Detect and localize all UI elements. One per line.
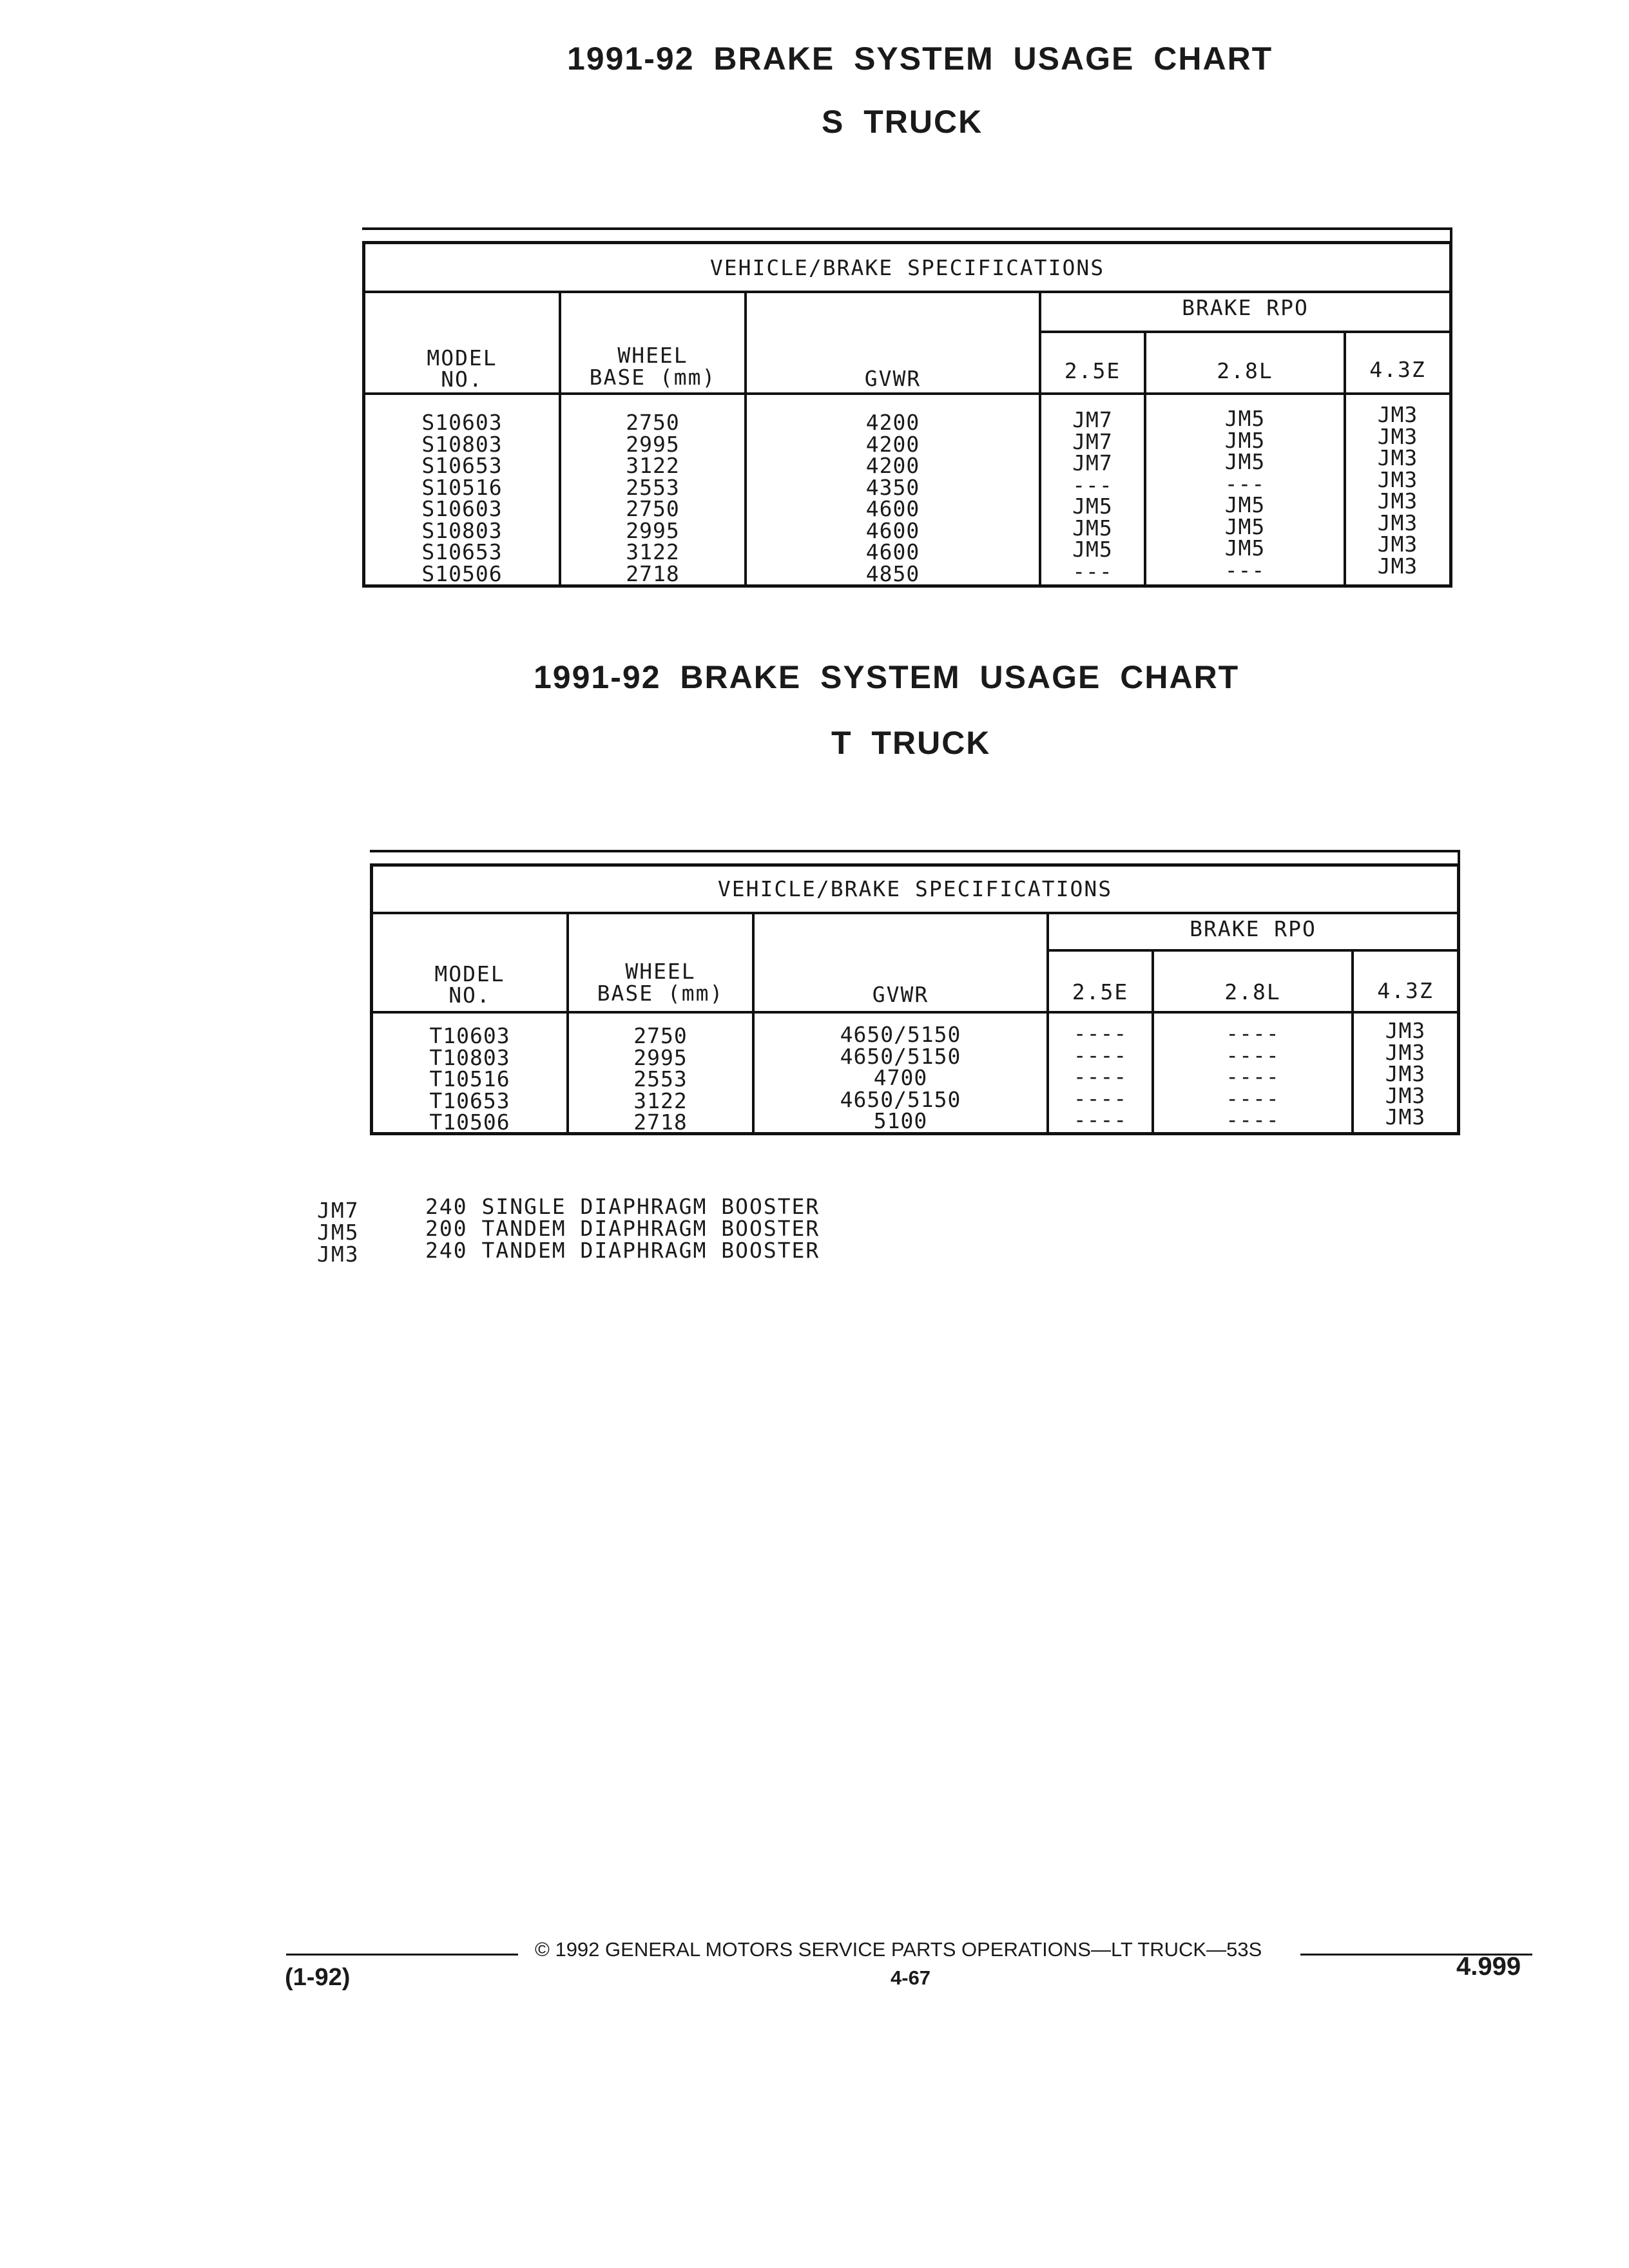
t-cell-z43: JM3 — [1385, 1039, 1426, 1065]
t-spec-table — [370, 863, 1460, 1135]
s-cell-l28: JM5 — [1224, 427, 1266, 453]
t-cell-wb: 2553 — [633, 1066, 688, 1091]
t-cell-model: T10803 — [429, 1044, 510, 1070]
s-cell-z43: JM3 — [1377, 466, 1418, 492]
s-cell-e25: --- — [1072, 558, 1113, 584]
s-cell-l28: --- — [1224, 557, 1266, 582]
s-col-2-5e: 2.5E — [1064, 358, 1121, 383]
t-cell-gvwr: 4650/5150 — [840, 1086, 961, 1112]
t-col-model-l1: MODEL — [434, 961, 505, 986]
s-cell-wb: 2750 — [626, 496, 680, 521]
s-cell-wb: 2750 — [626, 410, 680, 435]
t-cell-e25: ---- — [1073, 1064, 1128, 1089]
footer-section-number: 4.999 — [1456, 1952, 1521, 1981]
t-cell-wb: 3122 — [633, 1088, 688, 1113]
s-cell-l28: --- — [1224, 470, 1266, 496]
t-4-3z-column — [1354, 1020, 1457, 1128]
t-col-wheel-l1: WHEEL — [625, 959, 696, 984]
t-cell-e25: ---- — [1073, 1021, 1128, 1046]
t-chart-title: 1991-92 BRAKE SYSTEM USAGE CHART — [534, 659, 1240, 695]
s-2-5e-column — [1041, 409, 1144, 582]
s-cell-l28: JM5 — [1224, 514, 1266, 539]
s-model-column — [365, 412, 559, 584]
s-cell-e25: JM7 — [1072, 407, 1113, 432]
t-cell-l28: ---- — [1226, 1021, 1280, 1046]
s-cell-wb: 3122 — [626, 539, 680, 564]
s-cell-model: S10803 — [421, 517, 503, 543]
s-cell-e25: JM7 — [1072, 428, 1113, 454]
t-cell-l28: ---- — [1226, 1042, 1280, 1068]
s-cell-gvwr: 4600 — [865, 539, 920, 564]
t-cell-e25: ---- — [1073, 1107, 1128, 1132]
s-cell-gvwr: 4200 — [865, 453, 920, 478]
t-cell-e25: ---- — [1073, 1042, 1128, 1068]
s-4-3z-column — [1346, 404, 1449, 577]
s-cell-l28: JM5 — [1224, 449, 1266, 474]
t-col-wheel-l2: BASE (mm) — [597, 981, 724, 1006]
s-cell-z43: JM3 — [1377, 488, 1418, 514]
t-2-5e-column — [1049, 1023, 1152, 1131]
s-col-model-l2: NO. — [441, 367, 483, 392]
s-cell-gvwr: 4600 — [865, 496, 920, 521]
s-cell-gvwr: 4200 — [865, 410, 920, 435]
s-cell-z43: JM3 — [1377, 423, 1418, 449]
s-gvwr-column — [747, 412, 1039, 584]
s-cell-gvwr: 4850 — [865, 561, 920, 586]
t-col-model-l2: NO. — [448, 983, 491, 1008]
legend-desc: 240 SINGLE DIAPHRAGM BOOSTER — [425, 1194, 820, 1219]
s-cell-wb: 2995 — [626, 517, 680, 543]
s-cell-e25: --- — [1072, 472, 1113, 497]
s-col-2-8l: 2.8L — [1217, 358, 1273, 383]
footer-date: (1-92) — [285, 1964, 351, 1991]
t-2-8l-column — [1154, 1023, 1351, 1131]
t-cell-z43: JM3 — [1385, 1018, 1426, 1043]
t-cell-model: T10516 — [429, 1066, 510, 1091]
s-table-header: VEHICLE/BRAKE SPECIFICATIONS — [709, 255, 1105, 280]
t-cell-model: T10603 — [429, 1023, 510, 1048]
s-cell-wb: 2718 — [626, 561, 680, 586]
s-cell-model: S10506 — [421, 561, 503, 586]
s-cell-model: S10516 — [421, 474, 503, 500]
s-chart-subtitle: S TRUCK — [822, 104, 983, 140]
footer-copyright: © 1992 GENERAL MOTORS SERVICE PARTS OPERATIONS—LT TRUCK—53S — [535, 1938, 1262, 1961]
s-cell-z43: JM3 — [1377, 402, 1418, 427]
t-gvwr-column — [755, 1024, 1046, 1132]
s-col-wheel-l1: WHEEL — [617, 343, 688, 368]
t-cell-gvwr: 4700 — [873, 1065, 928, 1090]
t-chart-subtitle: T TRUCK — [831, 725, 991, 761]
s-cell-model: S10653 — [421, 453, 503, 478]
t-cell-model: T10506 — [429, 1110, 510, 1135]
s-spec-table — [362, 241, 1452, 588]
s-cell-l28: JM5 — [1224, 535, 1266, 561]
t-model-column — [373, 1025, 566, 1133]
s-col-gvwr: GVWR — [864, 366, 921, 391]
t-brake-rpo-header: BRAKE RPO — [1190, 916, 1316, 941]
t-col-2-8l: 2.8L — [1224, 979, 1281, 1004]
t-cell-z43: JM3 — [1385, 1104, 1426, 1129]
t-col-gvwr: GVWR — [872, 982, 929, 1007]
s-cell-model: S10653 — [421, 539, 503, 564]
s-cell-e25: JM7 — [1072, 450, 1113, 476]
footer-rule-left — [286, 1954, 518, 1956]
t-cell-gvwr: 4650/5150 — [840, 1022, 961, 1047]
t-cell-z43: JM3 — [1385, 1082, 1426, 1108]
footer-page-number: 4-67 — [891, 1966, 931, 1989]
t-cell-wb: 2750 — [633, 1023, 688, 1048]
s-cell-model: S10603 — [421, 410, 503, 435]
legend-desc: 240 TANDEM DIAPHRAGM BOOSTER — [425, 1238, 820, 1263]
s-cell-wb: 3122 — [626, 453, 680, 478]
t-cell-l28: ---- — [1226, 1107, 1280, 1132]
s-col-wheel-l2: BASE (mm) — [589, 365, 717, 390]
t-cell-wb: 2718 — [633, 1110, 688, 1135]
legend-code: JM5 — [317, 1220, 360, 1245]
t-cell-e25: ---- — [1073, 1085, 1128, 1111]
legend-code: JM3 — [317, 1242, 360, 1267]
s-brake-rpo-header: BRAKE RPO — [1182, 295, 1309, 320]
t-cell-gvwr: 5100 — [873, 1108, 928, 1133]
s-col-4-3z: 4.3Z — [1369, 357, 1426, 382]
s-cell-z43: JM3 — [1377, 553, 1418, 579]
s-chart-title: 1991-92 BRAKE SYSTEM USAGE CHART — [567, 41, 1273, 77]
s-cell-gvwr: 4350 — [865, 474, 920, 500]
t-cell-l28: ---- — [1226, 1064, 1280, 1089]
t-cell-z43: JM3 — [1385, 1061, 1426, 1086]
s-cell-gvwr: 4600 — [865, 517, 920, 543]
s-cell-wb: 2995 — [626, 431, 680, 457]
t-wheelbase-column — [569, 1025, 752, 1133]
t-cell-gvwr: 4650/5150 — [840, 1043, 961, 1069]
s-cell-model: S10603 — [421, 496, 503, 521]
s-col-model-l1: MODEL — [427, 345, 497, 370]
s-2-8l-column — [1146, 408, 1344, 581]
s-wheelbase-column — [561, 412, 744, 584]
t-cell-model: T10653 — [429, 1088, 510, 1113]
s-cell-z43: JM3 — [1377, 445, 1418, 470]
t-cell-l28: ---- — [1226, 1085, 1280, 1111]
t-col-2-5e: 2.5E — [1072, 979, 1129, 1004]
s-cell-wb: 2553 — [626, 474, 680, 500]
s-cell-e25: JM5 — [1072, 537, 1113, 562]
s-cell-e25: JM5 — [1072, 515, 1113, 541]
legend-desc: 200 TANDEM DIAPHRAGM BOOSTER — [425, 1216, 820, 1241]
s-cell-l28: JM5 — [1224, 406, 1266, 431]
s-cell-model: S10803 — [421, 431, 503, 457]
legend-code: JM7 — [317, 1198, 360, 1223]
s-cell-e25: JM5 — [1072, 494, 1113, 519]
s-cell-z43: JM3 — [1377, 532, 1418, 557]
s-cell-gvwr: 4200 — [865, 431, 920, 457]
s-cell-l28: JM5 — [1224, 492, 1266, 517]
s-cell-z43: JM3 — [1377, 510, 1418, 535]
t-col-4-3z: 4.3Z — [1377, 978, 1434, 1003]
t-table-header: VEHICLE/BRAKE SPECIFICATIONS — [717, 876, 1113, 901]
t-cell-wb: 2995 — [633, 1044, 688, 1070]
